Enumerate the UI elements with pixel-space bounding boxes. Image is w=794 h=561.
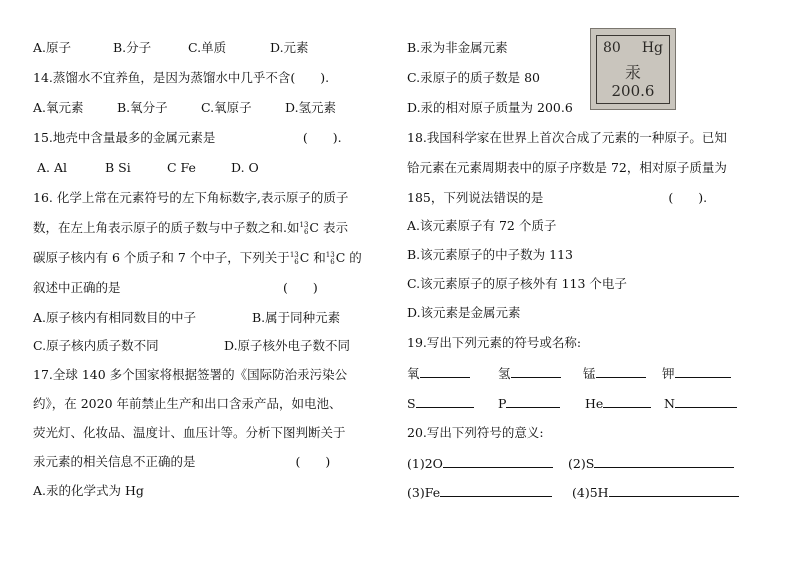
q16-option-a: A.原子核内有相同数目的中子: [33, 310, 197, 325]
q19-item: S: [407, 395, 474, 412]
answer-blank[interactable]: [440, 484, 552, 497]
answer-blank[interactable]: [420, 365, 470, 378]
q18-option-b: B.该元素原子的中子数为 113: [407, 247, 573, 262]
q19-item: N: [664, 395, 737, 412]
q20-item: (1)2O: [407, 455, 553, 472]
periodic-table-tile: [590, 28, 676, 110]
q13-option-c: C.单质: [188, 40, 227, 55]
q19-item: 氢: [498, 365, 561, 382]
q19-item: P: [498, 395, 560, 412]
q15-option-d: D. O: [231, 160, 259, 175]
tile-frame: [596, 35, 670, 104]
q16-line-2-tail: C 表示: [309, 220, 348, 235]
q20-stem: 20.写出下列符号的意义:: [407, 425, 544, 440]
q18-option-a: A.该元素原子有 72 个质子: [407, 218, 557, 233]
q19-item: He: [585, 395, 651, 412]
isotope-notation: 13 6: [289, 250, 299, 266]
answer-blank[interactable]: [511, 365, 561, 378]
tile-atomic-number: 80: [603, 40, 621, 56]
q15-option-b: B Si: [105, 160, 131, 175]
q17-line-3: 荧光灯、化妆品、温度计、血压计等。分析下图判断关于: [33, 425, 346, 440]
q18-option-d: D.该元素是金属元素: [407, 305, 521, 320]
q14-option-d: D.氢元素: [285, 100, 337, 115]
q15-option-a: A. Al: [37, 160, 67, 175]
q18-line-1: 18.我国科学家在世界上首次合成了元素的一种原子。已知: [407, 130, 727, 145]
q16-line-2-text: 数，在左上角表示原子的质子数与中子数之和.如: [33, 220, 300, 235]
q14-option-c: C.氧原子: [201, 100, 252, 115]
q13-option-d: D.元素: [270, 40, 309, 55]
q20-item: (2)S: [568, 455, 734, 472]
isotope-notation: 13 6: [325, 250, 335, 266]
answer-blank[interactable]: [675, 395, 737, 408]
q17-option-d: D.汞的相对原子质量为 200.6: [407, 100, 573, 115]
answer-blank[interactable]: [594, 455, 734, 468]
q15-stem: 15.地壳中含量最多的金属元素是 ( ).: [33, 130, 342, 145]
q16-line-3: [33, 250, 362, 266]
q13-option-a: A.原子: [33, 40, 72, 55]
answer-blank[interactable]: [506, 395, 560, 408]
tile-symbol: Hg: [641, 40, 663, 56]
answer-blank[interactable]: [416, 395, 474, 408]
answer-blank[interactable]: [603, 395, 651, 408]
q18-option-c: C.该元素原子的原子核外有 113 个电子: [407, 276, 627, 291]
q18-line-2: 铪元素在元素周期表中的原子序数是 72，相对原子质量为: [407, 160, 727, 175]
q16-option-b: B.属于同种元素: [252, 310, 341, 325]
answer-blank[interactable]: [609, 484, 739, 497]
q16-line-3-text: 碳原子核内有 6 个质子和 7 个中子，下列关于: [33, 250, 290, 265]
q16-line-3-tail: C 的: [335, 250, 362, 265]
q17-line-2: 约》，在 2020 年前禁止生产和出口含汞产品，如电池、: [33, 396, 342, 411]
q17-line-1: 17.全球 140 多个国家将根据签署的《国际防治汞污染公: [33, 367, 348, 382]
q16-option-c: C.原子核内质子数不同: [33, 338, 159, 353]
q16-line-2: [33, 220, 348, 236]
q16-line-1: 16. 化学上常在元素符号的左下角标数字,表示原子的质子: [33, 190, 349, 205]
q17-option-b: B.汞为非金属元素: [407, 40, 508, 55]
q16-line-3-mid: C 和: [299, 250, 326, 265]
q20-item: (4)5H: [572, 484, 739, 501]
q14-option-b: B.氧分子: [117, 100, 168, 115]
q19-item: 锰: [583, 365, 646, 382]
q16-option-d: D.原子核外电子数不同: [224, 338, 351, 353]
q17-line-4: 汞元素的相关信息不正确的是 ( ): [33, 454, 331, 469]
q17-option-a: A.汞的化学式为 Hg: [33, 483, 144, 498]
q14-stem: 14.蒸馏水不宜养鱼，是因为蒸馏水中几乎不含( ).: [33, 70, 330, 85]
q16-line-4: 叙述中正确的是 ( ): [33, 280, 318, 295]
answer-blank[interactable]: [675, 365, 731, 378]
answer-blank[interactable]: [443, 455, 553, 468]
q15-option-c: C Fe: [167, 160, 196, 175]
q17-option-c: C.汞原子的质子数是 80: [407, 70, 540, 85]
tile-element-name: 汞: [624, 63, 641, 82]
isotope-notation: 13 6: [299, 220, 309, 236]
q14-option-a: A.氧元素: [33, 100, 84, 115]
q18-line-3: 185，下列说法错误的是 ( ).: [407, 190, 708, 205]
q19-item: 氧: [407, 365, 470, 382]
tile-atomic-mass: 200.6: [611, 82, 655, 100]
q20-item: (3)Fe: [407, 484, 552, 501]
answer-blank[interactable]: [596, 365, 646, 378]
q19-stem: 19.写出下列元素的符号或名称:: [407, 335, 582, 350]
q19-item: 钾: [662, 365, 731, 382]
q13-option-b: B.分子: [113, 40, 152, 55]
